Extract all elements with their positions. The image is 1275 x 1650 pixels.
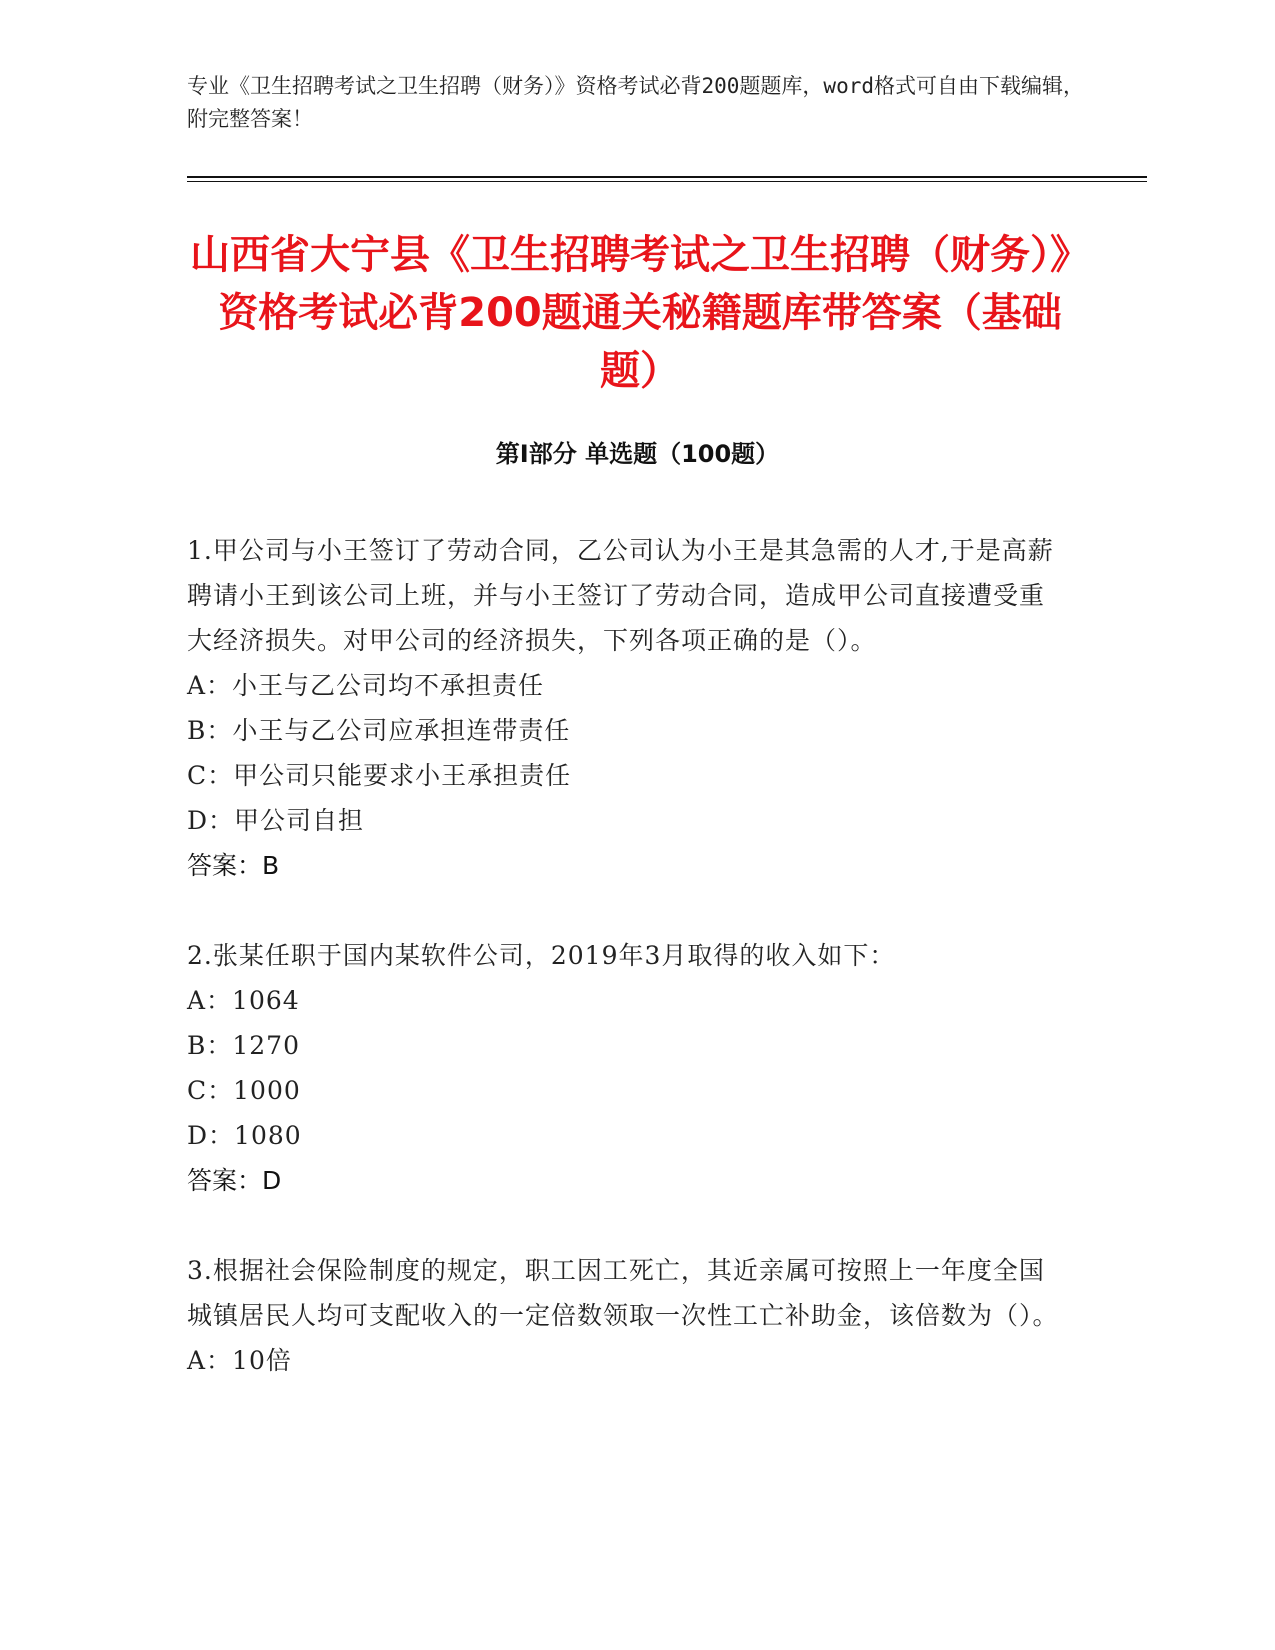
document-title: 山西省大宁县《卫生招聘考试之卫生招聘（财务）》资格考试必背200题通关秘籍题库带答案（基础题） <box>190 232 1090 394</box>
section-heading: 第Ⅰ部分 单选题（100题） <box>495 440 780 468</box>
header-divider-thin <box>187 181 1147 182</box>
answer: 答案：D <box>187 1166 282 1195</box>
question-stem: 1.甲公司与小王签订了劳动合同，乙公司认为小王是其急需的人才,于是高薪聘请小王到该公司上班，并与小王签订了劳动合同，造成甲公司直接遭受重大经济损失。对甲公司的经济损失，下列各项正确的是（）。 <box>187 536 1054 655</box>
question-1 <box>187 528 1067 888</box>
option-a: A：1064 <box>187 986 300 1015</box>
question-3 <box>187 1248 1067 1383</box>
question-2 <box>187 933 1067 1203</box>
header-divider-thick <box>187 176 1147 178</box>
option-d: D：甲公司自担 <box>187 806 365 835</box>
option-a: A：小王与乙公司均不承担责任 <box>187 671 545 700</box>
question-stem: 3.根据社会保险制度的规定，职工因工死亡，其近亲属可按照上一年度全国城镇居民人均可支配收入的一定倍数领取一次性工亡补助金，该倍数为（）。 <box>187 1256 1059 1330</box>
header-note: 专业《卫生招聘考试之卫生招聘（财务）》资格考试必背200题题库，word格式可自由下载编辑，附完整答案！ <box>187 74 1084 131</box>
option-c: C：1000 <box>187 1076 301 1105</box>
option-a: A：10倍 <box>187 1346 292 1375</box>
option-b: B：小王与乙公司应承担连带责任 <box>187 716 571 745</box>
question-list <box>187 528 1067 1428</box>
option-c: C：甲公司只能要求小王承担责任 <box>187 761 572 790</box>
answer: 答案：B <box>187 851 280 880</box>
option-b: B：1270 <box>187 1031 300 1060</box>
question-stem: 2.张某任职于国内某软件公司，2019年3月取得的收入如下： <box>187 941 896 970</box>
option-d: D：1080 <box>187 1121 302 1150</box>
